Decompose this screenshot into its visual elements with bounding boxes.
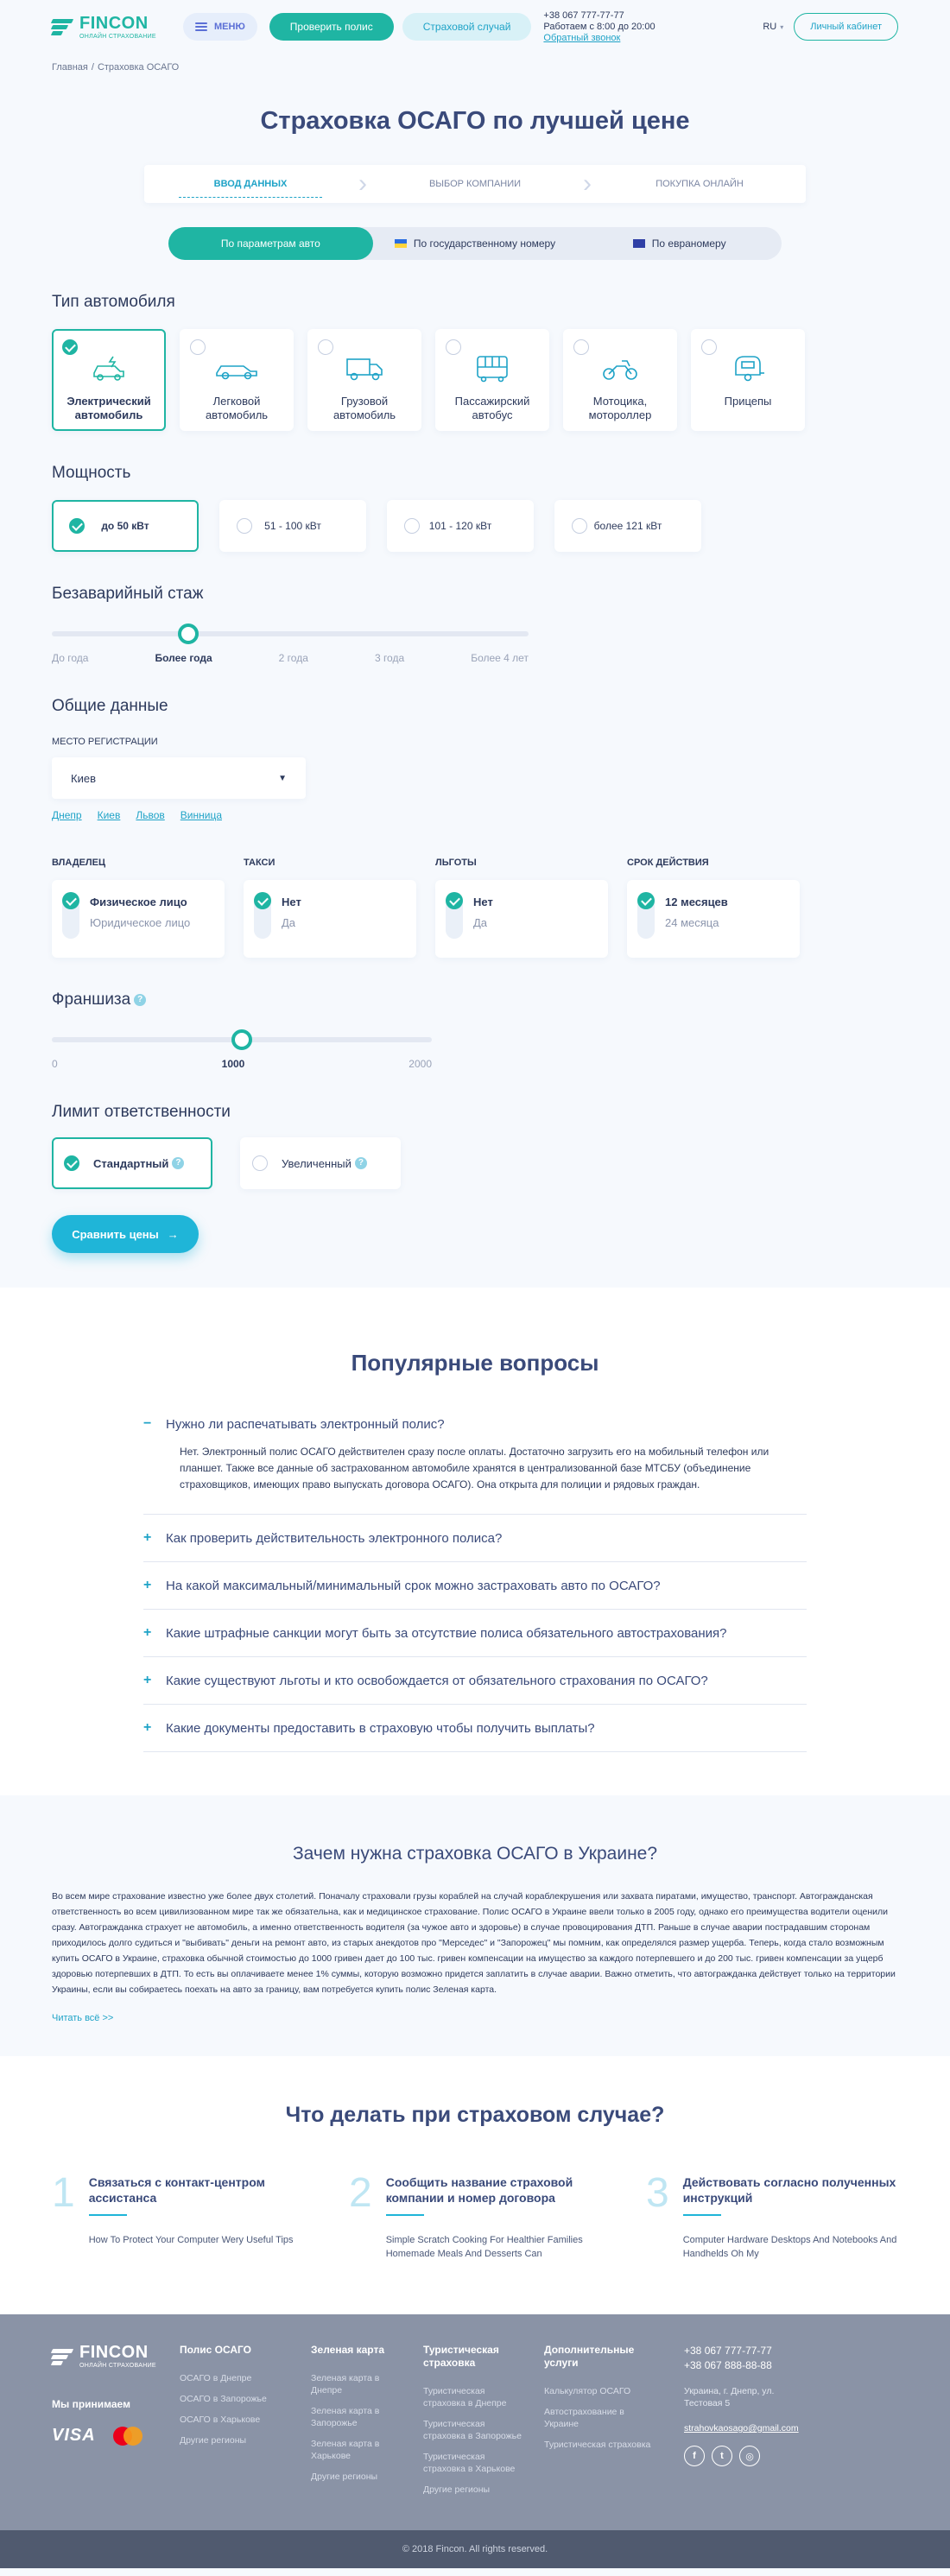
power-label: 101 - 120 кВт	[428, 520, 492, 532]
registration-value: Киев	[71, 771, 96, 785]
footer-link[interactable]: Калькулятор ОСАГО	[544, 2386, 631, 2396]
header	[52, 0, 898, 54]
callback-link[interactable]: Обратный звонок	[543, 32, 621, 43]
power-label: более 121 кВт	[593, 520, 662, 532]
slider-thumb[interactable]	[178, 623, 199, 644]
footer-link[interactable]: Другие регионы	[180, 2435, 247, 2446]
vehicle-label: Прицепы	[724, 395, 772, 408]
footer-col-osago	[180, 2344, 311, 2504]
faq-item[interactable]	[143, 1657, 807, 1705]
footer-link[interactable]: ОСАГО в Харькове	[180, 2415, 261, 2425]
case-step	[646, 2170, 898, 2261]
vehicle-label: Мотоцика, мотороллер	[588, 395, 652, 421]
footer-link[interactable]: Туристическая страховка в Днепре	[423, 2386, 507, 2408]
radio-icon	[573, 339, 589, 355]
footer-link[interactable]: Зеленая карта в Харькове	[311, 2439, 380, 2461]
toggle-check-icon[interactable]	[62, 892, 79, 939]
power-option[interactable]	[52, 500, 199, 552]
logo-subtitle: ОНЛАЙН СТРАХОВАНИЕ	[79, 33, 156, 40]
experience-ticks	[52, 652, 529, 664]
radio-checked-icon	[69, 518, 85, 534]
toggle-check-icon[interactable]	[254, 892, 271, 939]
radio-icon	[190, 339, 206, 355]
insurance-case-button[interactable]: Страховой случай	[402, 13, 532, 41]
ukraine-flag-icon	[395, 239, 407, 248]
option-benefits	[435, 858, 608, 958]
option-term	[627, 858, 800, 958]
check-policy-button[interactable]: Проверить полис	[269, 13, 394, 41]
logo-name: FINCON	[79, 2343, 149, 2362]
step-divider	[683, 2214, 721, 2216]
case-title: Что делать при страховом случае?	[285, 2103, 665, 2127]
plus-icon: +	[143, 1578, 152, 1592]
burger-icon	[195, 22, 207, 31]
experience-section	[52, 585, 898, 664]
power-option[interactable]	[387, 500, 534, 552]
step-buy[interactable]: ПОКУПКА ОНЛАЙН	[656, 179, 744, 189]
motorcycle-icon	[601, 353, 639, 384]
case-step	[52, 2170, 304, 2261]
logo-icon	[52, 17, 74, 36]
city-link[interactable]: Днепр	[52, 809, 82, 821]
step-number: 1	[52, 2170, 75, 2216]
why-title: Зачем нужна страховка ОСАГО в Украине?	[292, 1844, 658, 1864]
chevron-right-icon: ›	[583, 169, 592, 198]
faq-question[interactable]: Какие существуют льготы и кто освобождается от обязательного страхования по ОСАГО?	[166, 1673, 708, 1688]
plus-icon: +	[143, 1625, 152, 1640]
trailer-icon	[731, 353, 765, 384]
car-icon	[214, 353, 259, 384]
chevron-down-icon: ▾	[780, 22, 784, 31]
option-unselected[interactable]: Да	[282, 916, 296, 929]
footer-link[interactable]: Другие регионы	[311, 2472, 378, 2482]
toggle-check-icon[interactable]	[637, 892, 655, 939]
radio-icon	[446, 339, 461, 355]
step-title: Сообщить название страховой компании и номер договора	[385, 2175, 573, 2205]
power-label: до 50 кВт	[101, 520, 149, 532]
tick-label[interactable]: 2 года	[278, 652, 308, 664]
step-divider	[386, 2214, 424, 2216]
tab-label: По государственному номеру	[413, 237, 556, 250]
footer-link[interactable]: Туристическая страховка	[544, 2440, 651, 2450]
eu-flag-icon	[633, 239, 645, 248]
tick-label[interactable]: Более 4 лет	[471, 652, 529, 664]
option-unselected[interactable]: Юридическое лицо	[90, 916, 191, 929]
vehicle-label: Пассажирский автобус	[454, 395, 530, 421]
limit-label: Увеличенный	[282, 1156, 352, 1170]
tab-by-params[interactable]	[168, 227, 373, 260]
option-taxi	[244, 858, 416, 958]
step-desc: How To Protect Your Computer Wery Useful Tips	[88, 2235, 294, 2245]
option-selected[interactable]: Нет	[282, 896, 301, 908]
faq-item[interactable]	[143, 1610, 807, 1657]
footer-email[interactable]: strahovkaosago@gmail.com	[684, 2423, 799, 2434]
tab-by-plate[interactable]	[373, 227, 578, 260]
breadcrumb-current: Страховка ОСАГО	[97, 62, 180, 73]
experience-title: Безаварийный стаж	[52, 585, 204, 603]
footer-phone[interactable]: +38 067 888-88-88	[684, 2359, 772, 2371]
option-toggle-box[interactable]	[52, 880, 225, 958]
radio-icon	[572, 518, 587, 534]
visa-logo: VISA	[52, 2426, 96, 2445]
tick-label: 1000	[221, 1058, 245, 1070]
vehicle-option-bus[interactable]	[435, 329, 549, 431]
footer-col-title: Полис ОСАГО	[180, 2344, 252, 2356]
truck-icon	[345, 353, 384, 384]
search-mode-tabs	[168, 227, 782, 260]
option-toggle-box[interactable]	[435, 880, 608, 958]
breadcrumb: Главная / Страховка ОСАГО	[52, 62, 180, 73]
franchise-title: Франшиза	[52, 991, 131, 1009]
cabinet-button[interactable]: Личный кабинет	[794, 13, 898, 41]
tick-label: 2000	[408, 1058, 432, 1070]
slider-thumb[interactable]	[231, 1029, 252, 1050]
header-hours: Работаем с 8:00 до 20:00	[543, 21, 656, 32]
logo-icon	[52, 2347, 74, 2366]
vehicle-option-motorcycle[interactable]	[563, 329, 677, 431]
tab-label: По евраномеру	[651, 237, 726, 250]
option-title: ВЛАДЕЛЕЦ	[52, 858, 106, 868]
option-toggle-box[interactable]	[244, 880, 416, 958]
plus-icon: +	[143, 1720, 152, 1735]
arrow-right-icon: →	[167, 1227, 179, 1241]
payment-title: Мы принимаем	[52, 2398, 130, 2410]
plus-icon: +	[143, 1673, 152, 1687]
limit-title: Лимит ответственности	[52, 1103, 231, 1121]
copyright: © 2018 Fincon. All rights reserved.	[0, 2530, 950, 2568]
tab-by-euro-plate[interactable]	[577, 227, 782, 260]
option-selected[interactable]: 12 месяцев	[665, 896, 728, 908]
tick-label[interactable]: 3 года	[374, 652, 405, 664]
slider-track	[52, 631, 529, 636]
faq-question[interactable]: Нужно ли распечатывать электронный полис?	[166, 1416, 445, 1432]
registration-label: МЕСТО РЕГИСТРАЦИИ	[52, 737, 158, 747]
why-text: Во всем мире страхование известно уже более двух столетий. Поначалу страховали грузы кораблей на случай кораблекрушения или захвата пиратами, имущество, транспорт. Автогражданская ответственность во всем цивилизованном мире так же обязательна, как и медицинское страхование. Полис ОСАГО в Украине ввели только в 2005 году, однако его преимущества водители оценили сразу. Автогражданка страхует не автомобиль, а именно ответственность водителя (за чужое авто и здоровье) в случае провоцирования ДТП. Раньше в случае аварии пострадавшим сторонам приходилось долго судиться и "выбивать" деньги на ремонт авто, из старых анекдотов про "Мерседес" и "Запорожец" мы помним, как определялся размер ущерба. Теперь, когда стало возможным купить ОСАГО в Украине, страховка обычной стоимостью до 1000 гривен дает до 100 тыс. гривен компенсации на имущество за каждого потерпевшего и до 200 тыс. гривен компенсации за ущерб здоровью потерпевших в ДТП. То есть вы оплачиваете менее 1% суммы, которую возможно придется заплатить в случае аварии. Важно отметить, что автогражданка действует только на территории Украины, если вы собираетесь поехать на авто за границу, вам потребуется купить полис Зеленая карта.	[52, 1891, 896, 1995]
faq-item[interactable]	[143, 1413, 807, 1515]
caret-down-icon: ▼	[278, 773, 287, 783]
footer-link[interactable]: Автострахование в Украине	[544, 2407, 624, 2429]
vehicle-option-electric[interactable]	[52, 329, 166, 431]
bus-icon	[474, 353, 510, 384]
faq-section	[0, 1288, 950, 1795]
footer-col-title: Зеленая карта	[311, 2344, 384, 2356]
help-icon[interactable]: ?	[172, 1157, 184, 1169]
radio-icon	[252, 1155, 268, 1171]
footer-link[interactable]: ОСАГО в Днепре	[180, 2373, 252, 2383]
footer-col-title: Туристическая страховка	[423, 2344, 499, 2369]
plus-icon: +	[143, 1530, 152, 1545]
general-title: Общие данные	[52, 697, 168, 715]
step-company[interactable]: ВЫБОР КОМПАНИИ	[428, 179, 522, 189]
radio-checked-icon	[62, 339, 78, 355]
vehicle-option-truck[interactable]	[307, 329, 421, 431]
option-unselected[interactable]: Да	[473, 916, 488, 929]
power-title: Мощность	[52, 464, 131, 482]
footer-col-title: Дополнительные услуги	[544, 2344, 635, 2369]
breadcrumb-home[interactable]: Главная	[52, 62, 88, 73]
footer-col-travel	[423, 2344, 544, 2504]
radio-icon	[237, 518, 252, 534]
radio-icon	[404, 518, 420, 534]
footer-address: Украина, г. Днепр, ул. Тестовая 5	[684, 2386, 775, 2408]
footer-link[interactable]: ОСАГО в Запорожье	[180, 2394, 267, 2404]
faq-question[interactable]: Как проверить действительность электронного полиса?	[166, 1530, 503, 1546]
step-number: 2	[349, 2170, 372, 2216]
option-title: ЛЬГОТЫ	[435, 858, 477, 868]
header-contacts	[543, 10, 655, 44]
logo-subtitle: ОНЛАЙН СТРАХОВАНИЕ	[79, 2363, 156, 2369]
radio-icon	[701, 339, 717, 355]
faq-item[interactable]	[143, 1562, 807, 1610]
language-selector[interactable]	[763, 22, 783, 32]
limit-section	[52, 1103, 898, 1189]
limit-option-increased[interactable]	[240, 1137, 401, 1189]
footer-link[interactable]: Зеленая карта в Запорожье	[311, 2406, 380, 2428]
faq-answer: Нет. Электронный полис ОСАГО действителен сразу после оплаты. Достаточно загрузить его на мобильный телефон или планшет. Также все данные об застрахованном автомобиле хранятся в централизованной базе МТСБУ (объединение страховщиков, имеющих право выпускать договора ОСАГО). Она открыта для полиции и рядовых граждан.	[180, 1446, 770, 1491]
footer-col-extra	[544, 2344, 684, 2504]
limit-label: Стандартный	[93, 1156, 169, 1170]
power-option[interactable]	[219, 500, 366, 552]
step-title: Действовать согласно полученных инструкций	[682, 2175, 896, 2205]
power-section	[52, 464, 898, 552]
radio-checked-icon	[64, 1155, 79, 1171]
city-link[interactable]: Винница	[180, 809, 222, 821]
vehicle-label: Легковой автомобиль	[205, 395, 269, 421]
footer-link[interactable]: Туристическая страховка в Запорожье	[423, 2419, 522, 2441]
registration-select[interactable]	[52, 757, 306, 799]
minus-icon: −	[143, 1416, 152, 1431]
franchise-slider[interactable]	[52, 1025, 432, 1060]
option-unselected[interactable]: 24 месяца	[665, 916, 719, 929]
help-icon[interactable]: ?	[134, 994, 146, 1006]
power-label: 51 - 100 кВт	[264, 520, 321, 532]
city-link[interactable]: Львов	[136, 809, 165, 821]
radio-icon	[318, 339, 333, 355]
logo-name: FINCON	[79, 13, 149, 33]
footer-link[interactable]: Другие регионы	[423, 2484, 491, 2495]
footer-col-green-card	[311, 2344, 423, 2504]
franchise-section	[52, 991, 898, 1070]
step-desc: Computer Hardware Desktops And Notebooks And Handhelds Oh My	[682, 2235, 897, 2259]
faq-item[interactable]	[143, 1705, 807, 1752]
franchise-ticks	[52, 1058, 432, 1070]
footer-phone[interactable]: +38 067 777-77-77	[684, 2345, 772, 2357]
option-columns	[52, 858, 898, 958]
facebook-icon[interactable]: f	[684, 2446, 705, 2466]
option-selected[interactable]: Нет	[473, 896, 493, 908]
city-shortcuts	[52, 809, 898, 821]
step-desc: Simple Scratch Cooking For Healthier Families Homemade Meals And Desserts Can	[385, 2235, 583, 2259]
compare-label: Сравнить цены	[72, 1227, 159, 1241]
compare-prices-button[interactable]	[52, 1215, 199, 1253]
menu-label: МЕНЮ	[214, 22, 245, 32]
vehicle-option-car[interactable]	[180, 329, 294, 431]
wizard-steps	[144, 165, 806, 203]
tick-label[interactable]: Более года	[155, 652, 212, 664]
step-number: 3	[646, 2170, 669, 2216]
footer	[0, 2314, 950, 2530]
experience-slider[interactable]	[52, 619, 529, 654]
toggle-check-icon[interactable]	[446, 892, 463, 939]
general-section	[52, 697, 898, 821]
step-divider	[89, 2214, 127, 2216]
page-title: Страховка ОСАГО по лучшей цене	[260, 107, 690, 135]
tick-label: 0	[52, 1058, 58, 1070]
step-title: Связаться с контакт-центром ассистанса	[88, 2175, 265, 2205]
option-owner	[52, 858, 225, 958]
instagram-icon[interactable]: ◎	[739, 2446, 760, 2466]
option-toggle-box[interactable]	[627, 880, 800, 958]
logo[interactable]	[52, 15, 173, 40]
help-icon[interactable]: ?	[355, 1157, 367, 1169]
faq-title: Популярные вопросы	[351, 1350, 599, 1376]
why-section	[0, 1795, 950, 2056]
mastercard-logo	[113, 2427, 142, 2446]
option-selected[interactable]: Физическое лицо	[90, 896, 187, 908]
option-title: ТАКСИ	[244, 858, 276, 868]
option-title: СРОК ДЕЙСТВИЯ	[627, 858, 709, 868]
step-input[interactable]: ВВОД ДАННЫХ	[144, 165, 357, 203]
faq-item[interactable]	[143, 1515, 807, 1562]
twitter-icon[interactable]: t	[712, 2446, 732, 2466]
electric-car-icon	[89, 353, 129, 384]
vehicle-title: Тип автомобиля	[52, 293, 175, 311]
language-label: RU	[763, 22, 777, 32]
vehicle-section	[52, 293, 898, 431]
vehicle-label: Электрический автомобиль	[66, 395, 151, 421]
case-section	[0, 2056, 950, 2314]
footer-link[interactable]: Зеленая карта в Днепре	[311, 2373, 380, 2396]
power-option[interactable]	[554, 500, 701, 552]
tick-label[interactable]: До года	[52, 652, 89, 664]
header-phone[interactable]: +38 067 777-77-77	[543, 9, 624, 21]
vehicle-option-trailer[interactable]	[691, 329, 805, 431]
chevron-right-icon: ›	[358, 169, 367, 198]
case-step	[349, 2170, 601, 2261]
read-more-link[interactable]: Читать всё >>	[52, 2013, 114, 2023]
limit-option-standard[interactable]	[52, 1137, 212, 1189]
menu-button[interactable]	[183, 13, 257, 41]
footer-logo[interactable]	[52, 2344, 180, 2369]
tab-label: По параметрам авто	[220, 237, 320, 250]
faq-question[interactable]: Какие штрафные санкции могут быть за отсутствие полиса обязательного автострахования?	[166, 1625, 727, 1641]
vehicle-label: Грузовой автомобиль	[332, 395, 396, 421]
city-link[interactable]: Киев	[97, 809, 121, 821]
faq-question[interactable]: Какие документы предоставить в страховую чтобы получить выплаты?	[166, 1720, 595, 1736]
footer-link[interactable]: Туристическая страховка в Харькове	[423, 2452, 516, 2474]
faq-question[interactable]: На какой максимальный/минимальный срок можно застраховать авто по ОСАГО?	[166, 1578, 661, 1593]
footer-contacts	[684, 2344, 805, 2504]
